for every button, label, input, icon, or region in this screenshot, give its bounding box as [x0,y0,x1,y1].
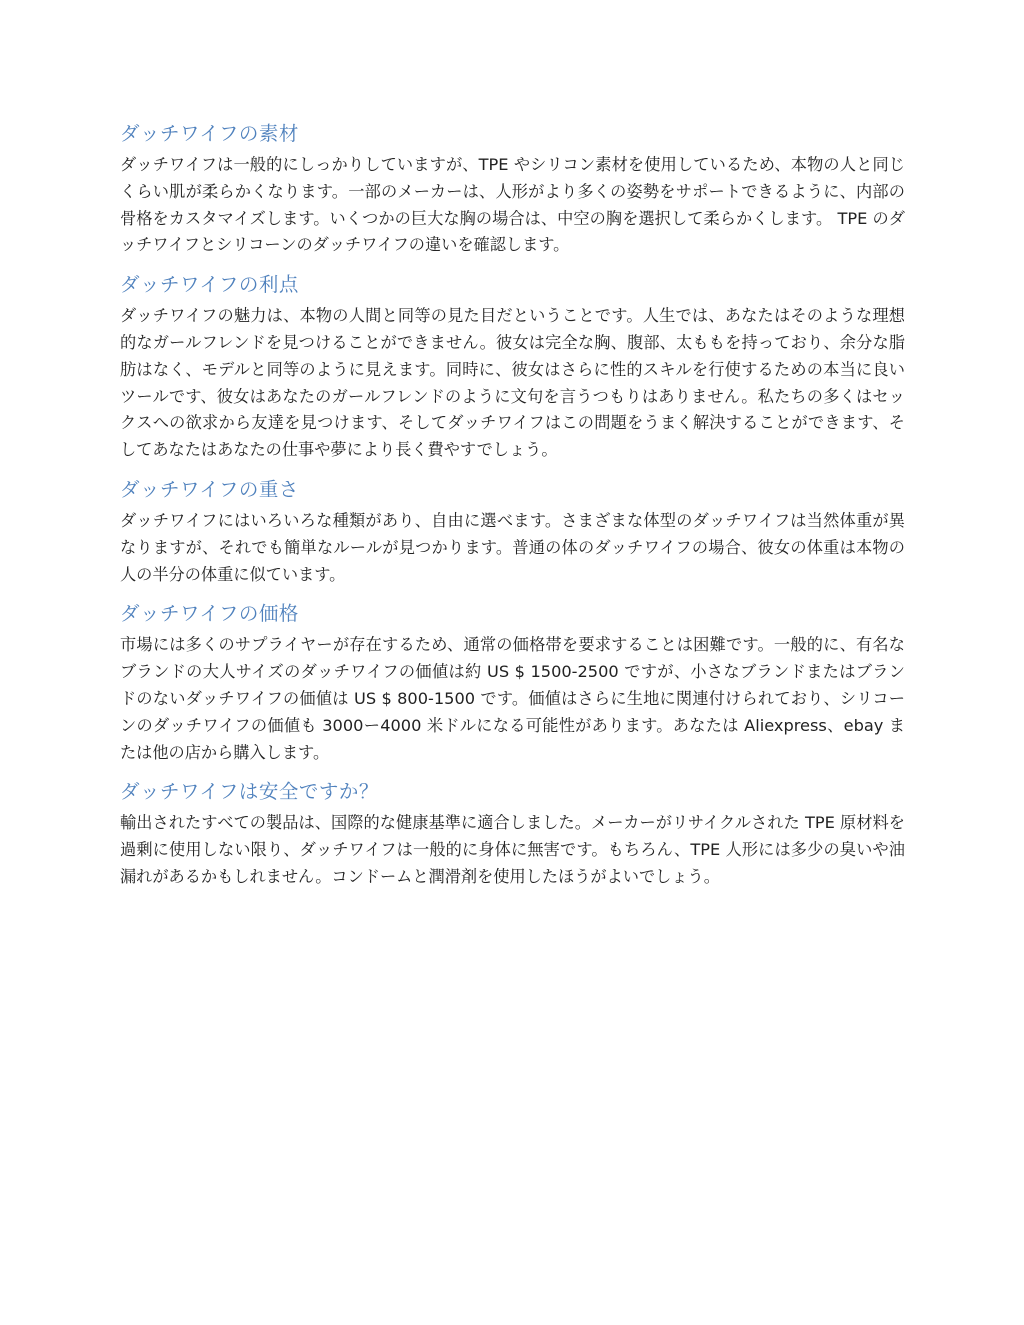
section-heading: ダッチワイフの重さ [120,477,299,501]
section-paragraph: 輸出されたすべての製品は、国際的な健康基準に適合しました。メーカーがリサイクルされた TPE 原材料を過剰に使用しない限り、ダッチワイフは一般的に身体に無害です。もちろん、TPE 人形には多少の臭いや油漏れがあるかもしれません。コンドームと潤滑剤を使用したほうがよいでしょう。 [120,813,905,886]
section-weight [120,474,905,588]
section-heading: ダッチワイフの素材 [120,122,299,145]
section-heading: ダッチワイフの利点 [120,273,299,297]
section-paragraph: ダッチワイフは一般的にしっかりしていますが、TPE やシリコン素材を使用しているため、本物の人と同じくらい肌が柔らかくなります。一部のメーカーは、人形がより多くの姿勢をサポートできるように、内部の骨格をカスタマイズします。いくつかの巨大な胸の場合は、中空の胸を選択して柔らかくします。 TPE のダッチワイフとシリコーンのダッチワイフの違いを確認します。 [120,155,905,255]
section-paragraph: ダッチワイフの魅力は、本物の人間と同等の見た目だということです。人生では、あなたはそのような理想的なガールフレンドを見つけることができません。彼女は完全な胸、腹部、太ももを持っており、余分な脂肪はなく、モデルと同等のように見えます。同時に、彼女はさらに性的スキルを行使するための本当に良いツールです、彼女はあなたのガールフレンドのように文句を言うつもりはありません。私たちの多くはセックスへの欲求から友達を見つけます、そしてダッチワイフはこの問題をうまく解決することができます、そしてあなたはあなたの仕事や夢により長く費やすでしょう。 [120,306,905,460]
section-heading: ダッチワイフは安全ですか？ [120,780,379,804]
section-paragraph: ダッチワイフにはいろいろな種類があり、自由に選べます。さまざまな体型のダッチワイフは当然体重が異なりますが、それでも簡単なルールが見つかります。普通の体のダッチワイフの場合、彼女の体重は本物の人の半分の体重に似ています。 [120,510,905,584]
section-price [120,598,905,766]
section-paragraph: 市場には多くのサプライヤーが存在するため、通常の価格帯を要求することは困難です。一般的に、有名なブランドの大人サイズのダッチワイフの価値は約 US $ 1500-2500 ですが、小さなブランドまたはブランドのないダッチワイフの価値は US $ 800-1500 です。価値はさらに生地に関連付けられており、シリコーンのダッチワイフの価値も 3000ー4000 米ドルになる可能性があります。あなたは Aliexpress、ebay または他の店から購入します。 [120,635,905,762]
section-advantages [120,269,905,464]
document-content [120,118,905,901]
section-material [120,118,905,259]
section-safety [120,776,905,890]
section-heading: ダッチワイフの価格 [120,602,299,626]
